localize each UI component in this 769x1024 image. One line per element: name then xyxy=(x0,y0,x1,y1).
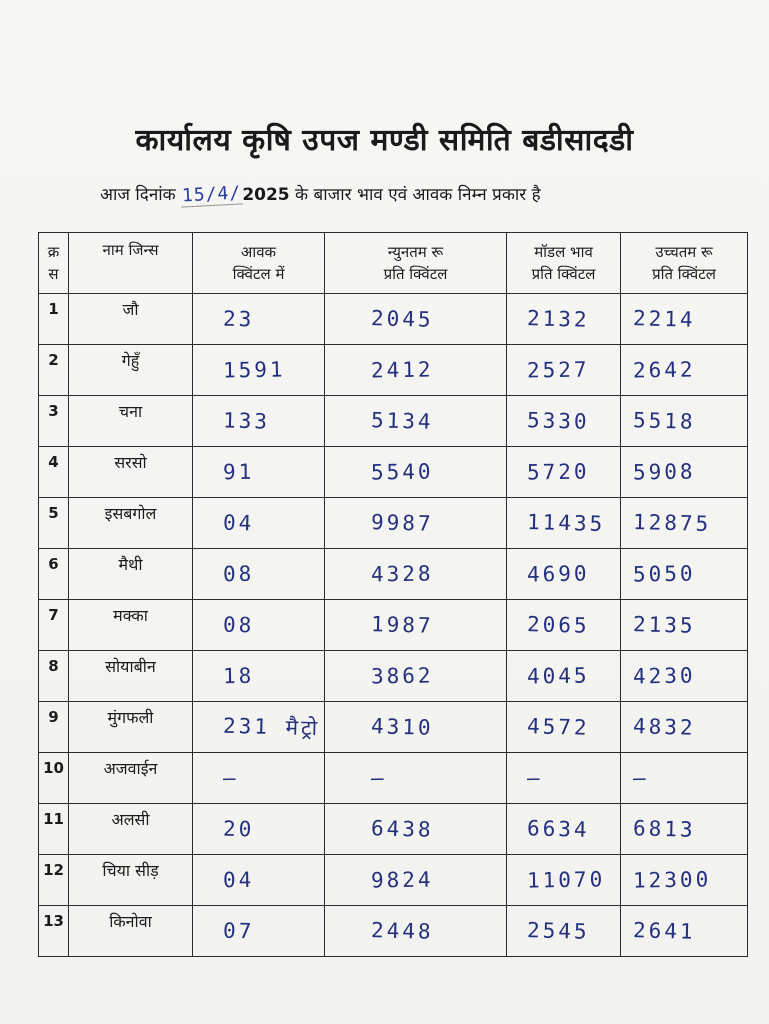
serial-number-cell-value: 12 xyxy=(43,861,64,879)
max-price-cell-value: 5518 xyxy=(632,408,696,434)
max-price-cell-value: — xyxy=(632,765,649,791)
date-year: 2025 xyxy=(242,185,290,205)
table-row xyxy=(39,498,748,549)
commodity-name-cell xyxy=(69,855,193,906)
serial-number-cell xyxy=(39,702,69,753)
serial-number-cell xyxy=(39,651,69,702)
serial-number-cell-value: 5 xyxy=(48,504,59,522)
modal-price-cell xyxy=(507,651,621,702)
market-rate-table xyxy=(38,232,748,957)
commodity-name-cell-value: किनोवा xyxy=(109,912,152,931)
min-price-cell xyxy=(325,804,507,855)
min-price-cell xyxy=(325,447,507,498)
min-price-cell xyxy=(325,906,507,957)
min-price-cell-value: 2045 xyxy=(370,306,434,332)
serial-number-cell xyxy=(39,549,69,600)
table-row xyxy=(39,345,748,396)
table-header-row xyxy=(39,233,748,294)
modal-price-cell-value: 4572 xyxy=(526,714,590,740)
arrival-quantity-cell-value: 04 xyxy=(222,510,255,536)
header-modal-price: मॉडल भाव प्रति क्विंटल xyxy=(507,233,621,294)
modal-price-cell-value: 11435 xyxy=(526,509,606,537)
serial-number-cell xyxy=(39,498,69,549)
commodity-name-cell-value: अलसी xyxy=(111,810,150,829)
min-price-cell-value: 2448 xyxy=(370,918,434,944)
header-min-price: न्युनतम रू प्रति क्विंटल xyxy=(325,233,507,294)
max-price-cell-value: 12875 xyxy=(632,509,712,537)
arrival-quantity-cell-value: 04 xyxy=(222,867,255,893)
modal-price-cell-value: 2527 xyxy=(526,357,590,383)
min-price-cell xyxy=(325,651,507,702)
table-row xyxy=(39,804,748,855)
date-prefix: आज दिनांक xyxy=(100,185,176,205)
table-row xyxy=(39,753,748,804)
commodity-name-cell-value: सरसो xyxy=(114,453,147,472)
max-price-cell-value: 2642 xyxy=(632,357,696,383)
arrival-quantity-cell xyxy=(193,549,325,600)
serial-number-cell-value: 9 xyxy=(48,708,59,726)
commodity-name-cell-value: चना xyxy=(118,402,143,421)
modal-price-cell-value: — xyxy=(526,765,543,791)
arrival-quantity-cell-value: 08 xyxy=(222,612,255,638)
commodity-name-cell-value: चिया सीड़ xyxy=(102,861,159,880)
modal-price-cell-value: 11070 xyxy=(526,867,606,893)
table-row xyxy=(39,651,748,702)
min-price-cell xyxy=(325,396,507,447)
modal-price-cell xyxy=(507,600,621,651)
modal-price-cell xyxy=(507,906,621,957)
office-title: कार्यालय कृषि उपज मण्डी समिति बडीसादडी xyxy=(135,123,634,158)
max-price-cell xyxy=(621,396,748,447)
commodity-name-cell xyxy=(69,753,193,804)
modal-price-cell-value: 6634 xyxy=(526,816,590,842)
arrival-quantity-cell xyxy=(193,345,325,396)
min-price-cell-value: 5540 xyxy=(370,459,434,485)
min-price-cell xyxy=(325,549,507,600)
modal-price-cell xyxy=(507,702,621,753)
modal-price-cell xyxy=(507,804,621,855)
table-row xyxy=(39,906,748,957)
min-price-cell xyxy=(325,345,507,396)
max-price-cell-value: 12300 xyxy=(632,867,712,893)
serial-number-cell xyxy=(39,396,69,447)
min-price-cell xyxy=(325,753,507,804)
commodity-name-cell xyxy=(69,600,193,651)
commodity-name-cell xyxy=(69,702,193,753)
arrival-quantity-cell-value: 1591 xyxy=(222,357,286,383)
serial-number-cell xyxy=(39,600,69,651)
commodity-name-cell-value: मुंगफली xyxy=(107,708,154,727)
min-price-cell xyxy=(325,855,507,906)
modal-price-cell xyxy=(507,498,621,549)
arrival-quantity-cell xyxy=(193,855,325,906)
modal-price-cell xyxy=(507,345,621,396)
modal-price-cell-value: 4690 xyxy=(526,561,590,587)
arrival-quantity-cell xyxy=(193,294,325,345)
table-row xyxy=(39,702,748,753)
max-price-cell xyxy=(621,600,748,651)
min-price-cell-value: 5134 xyxy=(370,408,434,434)
max-price-cell xyxy=(621,702,748,753)
arrival-quantity-cell-value: 231 मैट्रो xyxy=(222,713,321,741)
table-row xyxy=(39,294,748,345)
commodity-name-cell xyxy=(69,906,193,957)
serial-number-cell xyxy=(39,906,69,957)
serial-number-cell-value: 8 xyxy=(48,657,59,675)
min-price-cell-value: 6438 xyxy=(370,816,434,842)
max-price-cell xyxy=(621,906,748,957)
min-price-cell-value: 1987 xyxy=(370,612,434,638)
commodity-name-cell-value: मैथी xyxy=(118,555,143,574)
max-price-cell-value: 4230 xyxy=(632,663,696,689)
serial-number-cell xyxy=(39,804,69,855)
serial-number-cell-value: 3 xyxy=(48,402,59,420)
date-line xyxy=(100,182,541,206)
max-price-cell-value: 2135 xyxy=(632,612,696,638)
date-suffix: के बाजार भाव एवं आवक निम्न प्रकार है xyxy=(295,185,541,205)
min-price-cell-value: 9824 xyxy=(370,867,434,893)
min-price-cell-value: 2412 xyxy=(370,357,434,383)
modal-price-cell-value: 2132 xyxy=(526,306,590,332)
commodity-name-cell xyxy=(69,294,193,345)
commodity-name-cell xyxy=(69,651,193,702)
arrival-quantity-cell xyxy=(193,600,325,651)
serial-number-cell-value: 10 xyxy=(43,759,64,777)
arrival-quantity-cell xyxy=(193,906,325,957)
modal-price-cell xyxy=(507,396,621,447)
min-price-cell-value: — xyxy=(370,765,387,791)
arrival-quantity-cell xyxy=(193,447,325,498)
table-row xyxy=(39,447,748,498)
max-price-cell xyxy=(621,549,748,600)
commodity-name-cell-value: गेहुँ xyxy=(121,351,140,370)
commodity-name-cell xyxy=(69,549,193,600)
max-price-cell xyxy=(621,294,748,345)
commodity-name-cell xyxy=(69,396,193,447)
min-price-cell xyxy=(325,498,507,549)
table-row xyxy=(39,855,748,906)
arrival-quantity-cell-value: 08 xyxy=(222,561,255,587)
max-price-cell xyxy=(621,804,748,855)
max-price-cell xyxy=(621,447,748,498)
min-price-cell xyxy=(325,294,507,345)
max-price-cell-value: 5908 xyxy=(632,459,696,485)
modal-price-cell xyxy=(507,855,621,906)
max-price-cell-value: 4832 xyxy=(632,714,696,740)
serial-number-cell-value: 1 xyxy=(48,300,59,318)
min-price-cell xyxy=(325,600,507,651)
modal-price-cell xyxy=(507,294,621,345)
arrival-quantity-cell-value: 23 xyxy=(222,306,255,332)
max-price-cell-value: 6813 xyxy=(632,816,696,842)
serial-number-cell xyxy=(39,345,69,396)
arrival-quantity-cell-value: 91 xyxy=(222,459,255,485)
modal-price-cell-value: 4045 xyxy=(526,663,590,689)
table-row xyxy=(39,549,748,600)
arrival-quantity-cell xyxy=(193,498,325,549)
commodity-name-cell xyxy=(69,447,193,498)
arrival-quantity-cell xyxy=(193,753,325,804)
min-price-cell-value: 4328 xyxy=(370,561,434,587)
table-row xyxy=(39,396,748,447)
modal-price-cell xyxy=(507,549,621,600)
arrival-quantity-cell xyxy=(193,396,325,447)
serial-number-cell-value: 4 xyxy=(48,453,59,471)
serial-number-cell-value: 11 xyxy=(43,810,64,828)
handwritten-date: 15/4/ xyxy=(181,182,242,207)
modal-price-cell-value: 2065 xyxy=(526,612,590,638)
serial-number-cell xyxy=(39,753,69,804)
commodity-name-cell-value: सोयाबीन xyxy=(105,657,156,676)
commodity-name-cell xyxy=(69,804,193,855)
modal-price-cell xyxy=(507,447,621,498)
modal-price-cell-value: 5720 xyxy=(526,459,590,485)
serial-number-cell xyxy=(39,447,69,498)
modal-price-cell xyxy=(507,753,621,804)
max-price-cell xyxy=(621,498,748,549)
max-price-cell-value: 2641 xyxy=(632,918,696,944)
max-price-cell xyxy=(621,855,748,906)
header-arrival: आवक क्विंटल में xyxy=(193,233,325,294)
arrival-quantity-cell-value: 07 xyxy=(222,918,255,944)
header-commodity: नाम जिन्स xyxy=(69,233,193,294)
arrival-quantity-cell xyxy=(193,651,325,702)
commodity-name-cell-value: इसबगोल xyxy=(104,504,157,523)
max-price-cell xyxy=(621,651,748,702)
commodity-name-cell-value: जौ xyxy=(122,300,139,319)
max-price-cell-value: 2214 xyxy=(632,306,696,332)
max-price-cell xyxy=(621,753,748,804)
commodity-name-cell xyxy=(69,345,193,396)
max-price-cell-value: 5050 xyxy=(632,561,696,587)
header-max-price: उच्चतम रू प्रति क्विंटल xyxy=(621,233,748,294)
modal-price-cell-value: 2545 xyxy=(526,918,590,944)
serial-number-cell-value: 13 xyxy=(43,912,64,930)
serial-number-cell-value: 2 xyxy=(48,351,59,369)
header-serial: क्र स xyxy=(39,233,69,294)
arrival-quantity-cell-value: 18 xyxy=(222,663,255,689)
table-row xyxy=(39,600,748,651)
max-price-cell xyxy=(621,345,748,396)
min-price-cell-value: 3862 xyxy=(370,663,434,689)
min-price-cell-value: 4310 xyxy=(370,714,434,740)
arrival-quantity-cell xyxy=(193,702,325,753)
commodity-name-cell-value: मक्का xyxy=(113,606,148,625)
serial-number-cell-value: 6 xyxy=(48,555,59,573)
min-price-cell xyxy=(325,702,507,753)
commodity-name-cell-value: अजवाईन xyxy=(103,759,158,778)
arrival-quantity-cell xyxy=(193,804,325,855)
serial-number-cell xyxy=(39,294,69,345)
serial-number-cell-value: 7 xyxy=(48,606,59,624)
modal-price-cell-value: 5330 xyxy=(526,408,590,434)
arrival-quantity-cell-value: — xyxy=(222,765,239,791)
min-price-cell-value: 9987 xyxy=(370,510,434,536)
serial-number-cell xyxy=(39,855,69,906)
commodity-name-cell xyxy=(69,498,193,549)
arrival-quantity-cell-value: 133 xyxy=(222,408,271,434)
arrival-quantity-cell-value: 20 xyxy=(222,816,255,842)
